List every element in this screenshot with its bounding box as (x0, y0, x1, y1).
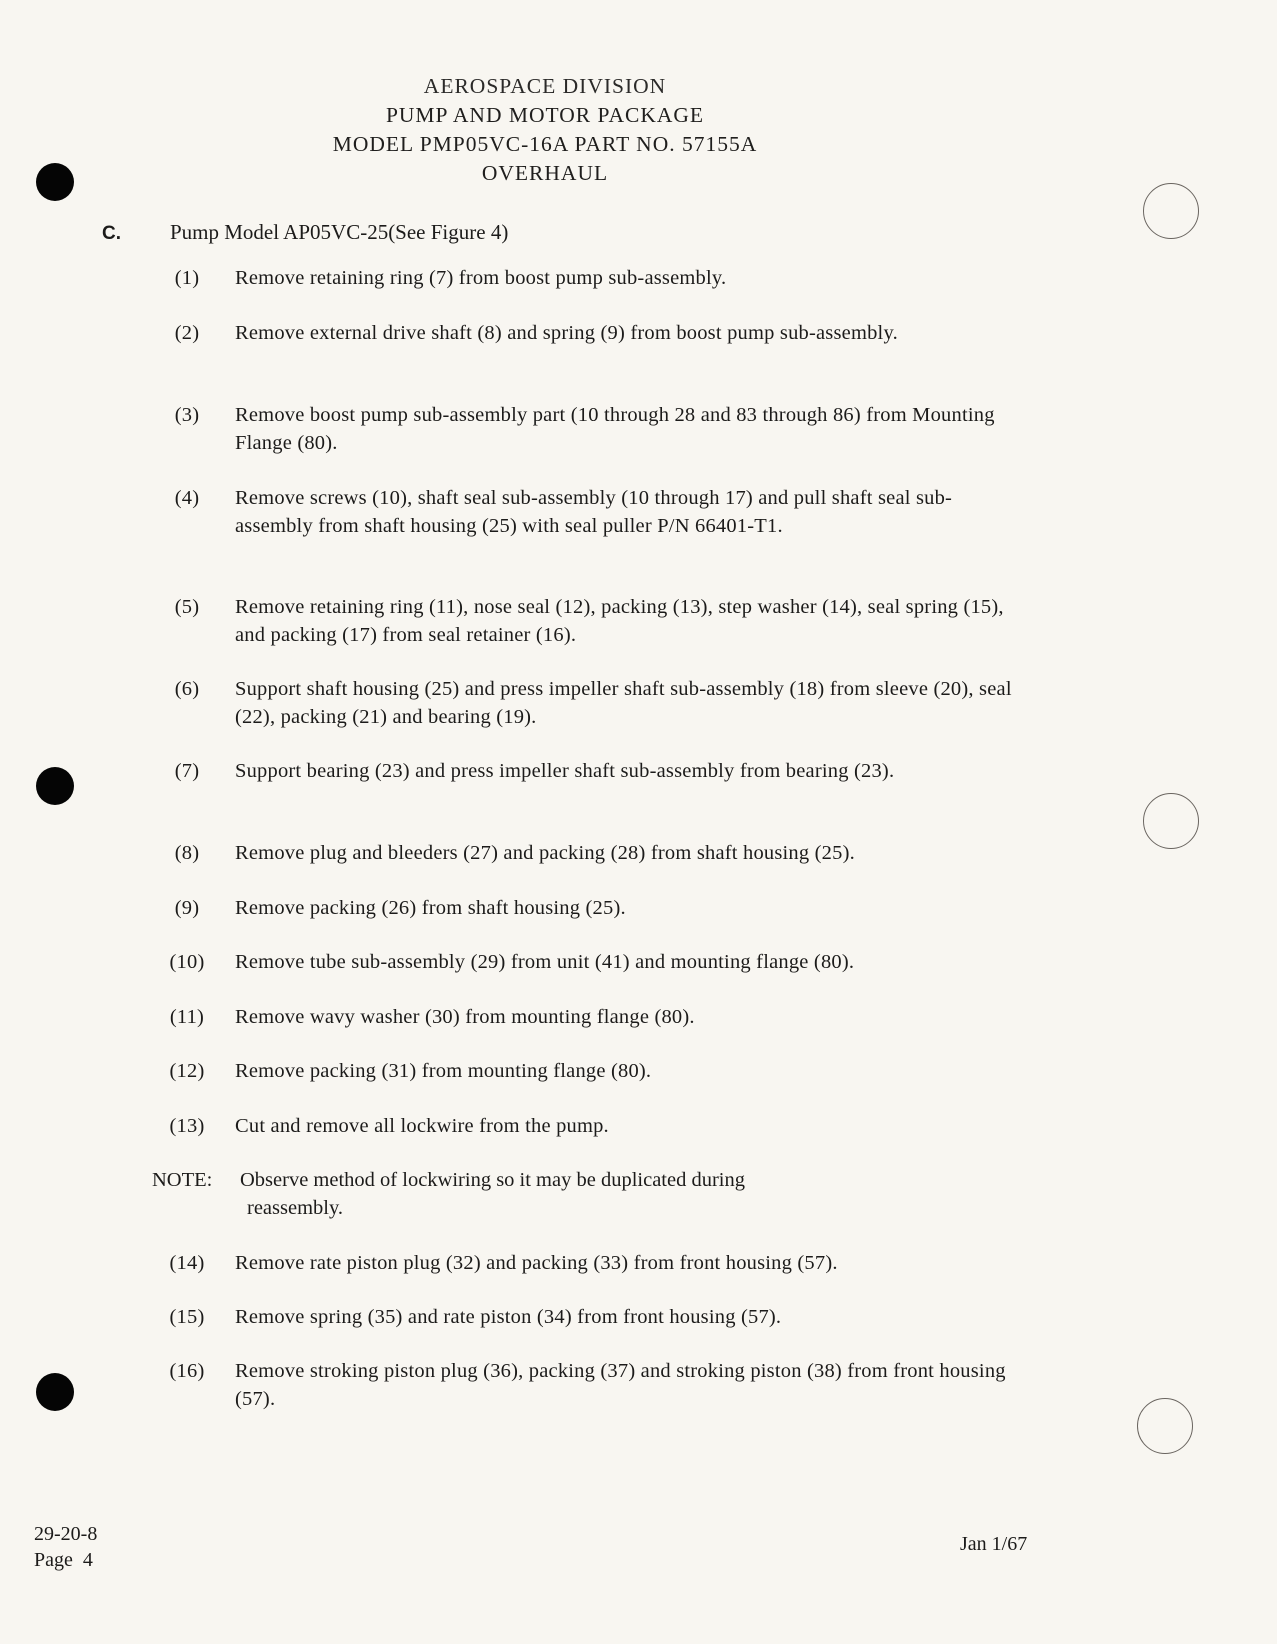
package-title: PUMP AND MOTOR PACKAGE (385, 103, 705, 127)
step-text: Remove stroking piston plug (36), packing (37) and stroking piston (38) from front housing (57). (235, 1360, 1006, 1410)
model-part-title: MODEL PMP05VC-16A PART NO. 57155A (332, 132, 758, 156)
step-item (148, 1249, 1028, 1277)
note-text-line2: reassembly. (247, 1197, 344, 1219)
document-header (0, 72, 1090, 188)
punch-ring-bottom (1137, 1398, 1193, 1454)
step-item (148, 894, 1028, 922)
step-text: Remove retaining ring (7) from boost pump sub-assembly. (235, 267, 727, 289)
section-letter: C. (102, 223, 121, 244)
step-item (148, 948, 1028, 976)
step-text: Remove plug and bleeders (27) and packing (28) from shaft housing (25). (235, 842, 855, 864)
step-text: Remove external drive shaft (8) and spring (9) from boost pump sub-assembly. (235, 322, 898, 344)
step-text: Support bearing (23) and press impeller shaft sub-assembly from bearing (23). (235, 760, 895, 782)
step-item (148, 1357, 1028, 1413)
step-item (148, 1003, 1028, 1031)
document-number: 29-20-8 (34, 1523, 98, 1545)
section-heading (102, 220, 508, 245)
step-number: (11) (169, 1006, 205, 1028)
section-title: Pump Model AP05VC-25(See Figure 4) (170, 220, 509, 244)
step-number: (1) (174, 267, 200, 289)
step-text: Remove spring (35) and rate piston (34) from front housing (57). (235, 1306, 782, 1328)
page-number: Page 4 (34, 1549, 93, 1571)
step-text: Remove packing (26) from shaft housing (25). (235, 897, 626, 919)
step-number: (2) (174, 322, 200, 344)
step-number: (8) (174, 842, 200, 864)
step-text: Remove screws (10), shaft seal sub-assembly (10 through 17) and pull shaft seal sub-assembly from shaft housing (25) with seal puller P/N 66401-T1. (235, 487, 953, 537)
step-number: (10) (169, 951, 205, 973)
step-text: Cut and remove all lockwire from the pump. (235, 1115, 609, 1137)
punch-ring-middle (1143, 793, 1199, 849)
revision-date: Jan 1/67 (960, 1533, 1028, 1555)
step-number: (14) (169, 1252, 205, 1274)
step-text: Support shaft housing (25) and press impeller shaft sub-assembly (18) from sleeve (20), seal (22), packing (21) and bearing (19). (235, 678, 1012, 728)
step-number: (15) (169, 1306, 205, 1328)
step-item (148, 1303, 1028, 1331)
step-number: (3) (174, 404, 200, 426)
step-text: Remove boost pump sub-assembly part (10 through 28 and 83 through 86) from Mounting Flange (80). (235, 404, 995, 454)
step-number: (12) (169, 1060, 205, 1082)
binder-hole-middle (36, 767, 74, 805)
step-item (148, 675, 1028, 731)
note-label: NOTE: (152, 1169, 213, 1191)
step-text: Remove rate piston plug (32) and packing (33) from front housing (57). (235, 1252, 838, 1274)
step-number: (4) (174, 487, 200, 509)
binder-hole-bottom (36, 1373, 74, 1411)
step-item (148, 484, 1028, 540)
step-text: Remove wavy washer (30) from mounting flange (80). (235, 1006, 695, 1028)
step-number: (13) (169, 1115, 205, 1137)
step-number: (7) (174, 760, 200, 782)
step-item (148, 593, 1028, 649)
step-text: Remove tube sub-assembly (29) from unit (41) and mounting flange (80). (235, 951, 855, 973)
step-item (148, 1112, 1028, 1140)
step-number: (6) (174, 678, 200, 700)
step-item (148, 319, 1028, 347)
step-item (148, 757, 1028, 785)
division-title: AEROSPACE DIVISION (423, 74, 667, 98)
step-item (148, 839, 1028, 867)
step-text: Remove retaining ring (11), nose seal (12), packing (13), step washer (14), seal spring (15), and packing (17) from seal retainer (16). (235, 596, 1004, 646)
page-footer-left (34, 1521, 97, 1573)
step-number: (5) (174, 596, 200, 618)
note-block (152, 1166, 1032, 1222)
step-number: (9) (174, 897, 200, 919)
step-number: (16) (169, 1360, 205, 1382)
step-item (148, 1057, 1028, 1085)
note-text-line1: Observe method of lockwiring so it may be duplicated during (240, 1169, 745, 1191)
step-item (148, 264, 1028, 292)
step-text: Remove packing (31) from mounting flange (80). (235, 1060, 652, 1082)
procedure-title: OVERHAUL (481, 161, 609, 185)
step-item (148, 401, 1028, 457)
punch-ring-top (1143, 183, 1199, 239)
